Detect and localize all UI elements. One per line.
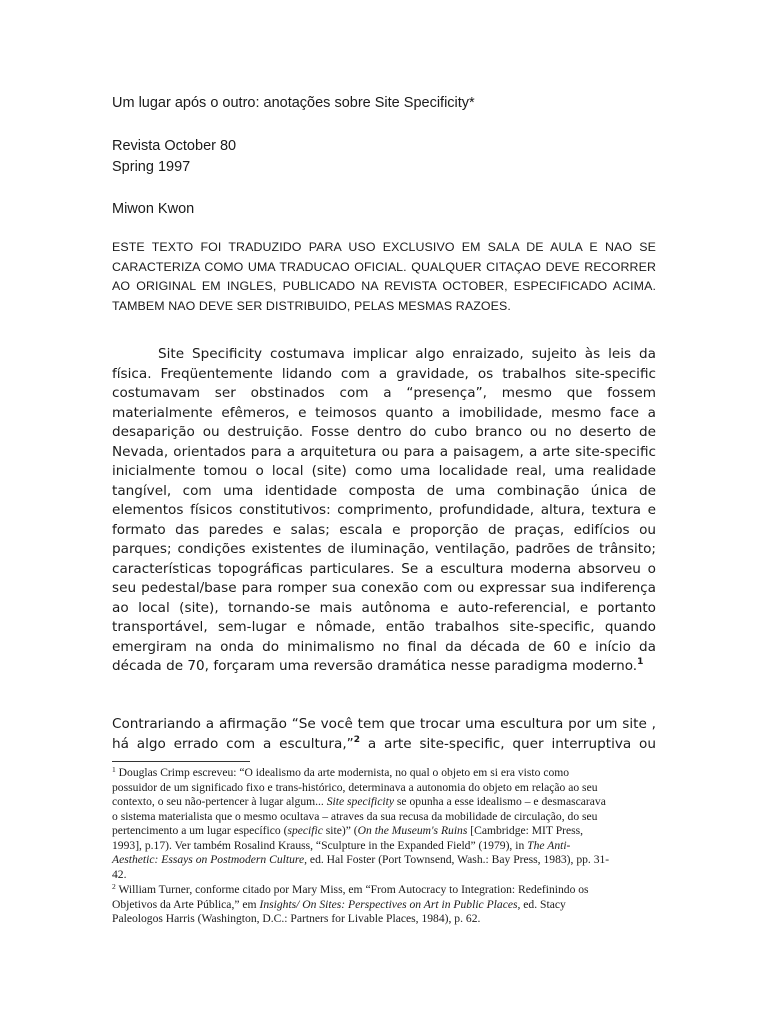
- body-paragraph-2: [112, 715, 656, 754]
- footnote-text: [Cambridge: MIT Press, 1993], p.17). Ver também Rosalind Krauss, “Sculpture in the Expanded Field” (1979), in: [112, 824, 584, 852]
- footnote-text: specific: [287, 824, 323, 837]
- footnote-2: [112, 883, 612, 927]
- paragraph-text: a arte site-specific, quer interruptiva ou: [359, 735, 656, 752]
- journal-season: Spring 1997: [112, 159, 191, 175]
- footnote-separator: [112, 761, 250, 762]
- footnote-text: On the Museum's Ruins: [357, 824, 468, 837]
- footnote-text: ed. Hal Foster (Port Townsend, Wash.: Bay Press, 1983), pp. 31-42.: [112, 853, 610, 881]
- paragraph-text: Site Specificity costumava implicar algo enraizado, sujeito às leis da física. Freqüentemente lidando com a gravidade, os trabalhos site-specific costumavam ser obstinados com a “presença”, mesmo que fossem materialmente efêmeros, e teimosos quanto a imobilidade, mesmo face a desaparição ou destruição. Fosse dentro do cubo branco ou no deserto de Nevada, orientados para a arquitetura ou para a paisagem, a arte site-specific inicialmente tomou o local (site) como uma localidade real, uma realidade tangível, com uma identidade composta de uma combinação única de elementos físicos constitutivos: comprimento, profundidade, altura, textura e formato das paredes e salas; escala e proporção de praças, edifícios ou parques; condições existentes de iluminação, ventilação, padrões de trânsito; características topográficas particulares. Se a escultura moderna absorveu o seu pedestal/base para romper sua conexão com ou expressar sua indiferença ao local (site), tornando-se mais autônoma e auto-referencial, e portanto transportável, sem-lugar e nômade, então trabalhos site-specific, quando emergiram na onda do minimalismo no final da década de 60 e início da década de 70, forçaram uma reversão dramática nesse paradigma moderno.: [112, 346, 656, 674]
- author-name: Miwon Kwon: [112, 201, 195, 217]
- footnote-text: The Anti-Aesthetic: Essays on Postmodern Culture,: [112, 838, 571, 866]
- footnote-text: site)” (: [322, 824, 358, 837]
- footnote-ref-2[interactable]: 2: [353, 734, 360, 745]
- footnote-text: Insights/ On Sites: Perspectives on Art in Public Places,: [259, 897, 521, 911]
- footnote-1: [112, 766, 612, 882]
- footnote-number: 2: [112, 882, 116, 891]
- footnote-text: William Turner, conforme citado por Mary Miss, em “From Autocracy to Integration: Redefinindo os Objetivos da Arte Pública,” em: [112, 883, 589, 911]
- footnote-ref-1[interactable]: 1: [637, 657, 644, 667]
- footnote-text: se opunha a esse idealismo – e desmascarava o sistema materialista que o mesmo ocultava – atraves da sua recusa da mobilidade de circulação, do seu pertencimento a um lugar específico (: [112, 795, 606, 837]
- body-paragraph-1: [112, 345, 656, 677]
- footnote-number: 1: [112, 765, 116, 774]
- translation-notice: ESTE TEXTO FOI TRADUZIDO PARA USO EXCLUSIVO EM SALA DE AULA E NAO SE CARACTERIZA COMO UMA TRADUCAO OFICIAL. QUALQUER CITAÇAO DEVE RECORRER AO ORIGINAL EM INGLES, PUBLICADO NA REVISTA OCTOBER, ESPECIFICADO ACIMA. TAMBEM NAO DEVE SER DISTRIBUIDO, PELAS MESMAS RAZOES.: [112, 240, 656, 313]
- footnote-text: Site specificity: [326, 795, 395, 808]
- paragraph-text: Contrariando a afirmação “Se você tem que trocar uma escultura por um site , há algo errado com a escultura,”: [112, 716, 656, 752]
- journal-name: Revista October 80: [112, 138, 237, 154]
- footnote-text: Douglas Crimp escreveu: “O idealismo da arte modernista, no qual o objeto em si era visto como possuidor de um significado fixo e trans-histórico, determinava a autonomia do objeto em relação ao seu contexto, o seu não-pertencer à lugar algum...: [112, 766, 598, 808]
- document-title: Um lugar após o outro: anotações sobre Site Specificity*: [112, 95, 475, 111]
- footnote-text: ed. Stacy Paleologos Harris (Washington, D.C.: Partners for Livable Places, 1984), p. 62.: [112, 897, 566, 925]
